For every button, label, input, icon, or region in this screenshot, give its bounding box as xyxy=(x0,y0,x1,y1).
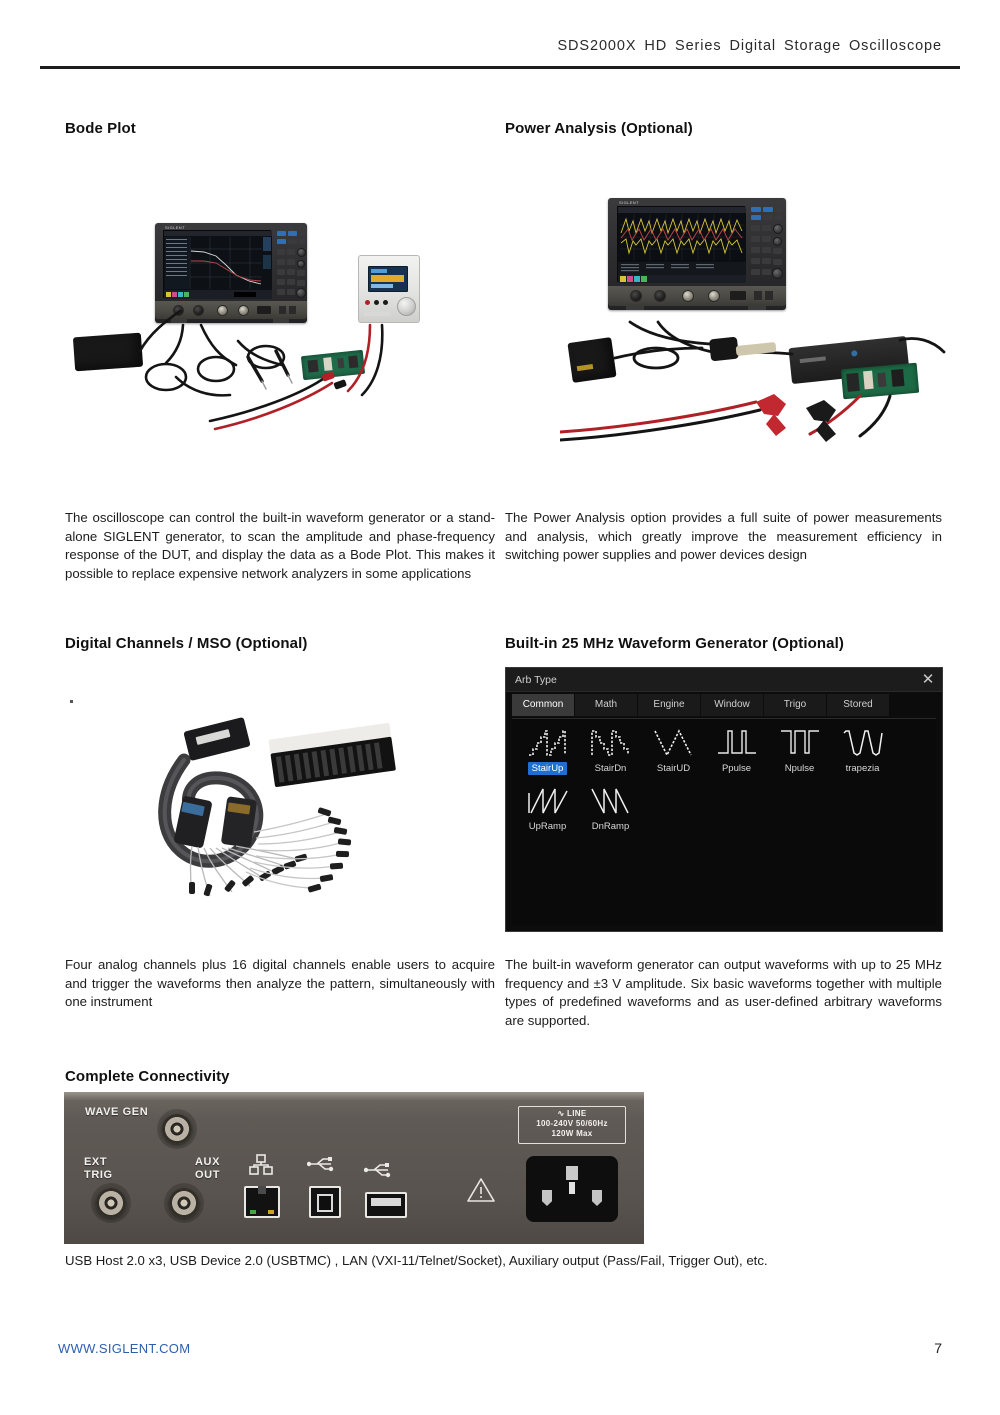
stair-up-wave-icon xyxy=(525,725,571,759)
arb-item-label: Npulse xyxy=(784,763,815,774)
arb-item-label: Ppulse xyxy=(721,763,752,774)
usb-device-port xyxy=(309,1186,341,1218)
wave-gen-bnc xyxy=(162,1114,192,1144)
warning-triangle-icon xyxy=(466,1176,496,1204)
arb-item-label: StairUp xyxy=(528,762,568,775)
positive-pulse-wave-icon xyxy=(714,725,760,759)
arb-waveform-grid xyxy=(516,725,932,841)
arb-dialog-tabs xyxy=(512,694,890,716)
stair-down-wave-icon xyxy=(588,725,634,759)
close-icon[interactable]: ✕ xyxy=(921,671,935,688)
tab-math[interactable]: Math xyxy=(575,694,638,716)
usb-device-icon xyxy=(307,1156,335,1172)
arb-dialog-titlebar xyxy=(506,668,942,692)
logic-probe-graphic xyxy=(150,700,450,900)
footer-website-link[interactable]: WWW.SIGLENT.COM xyxy=(58,1341,191,1356)
paragraph-waveform-generator: The built-in waveform generator can output waveforms with up to 25 MHz frequency and ±3 V amplitude. Six basic waveforms together with multiple types of predefined waveforms and as user-defined arbitrary waveforms are supported. xyxy=(505,957,942,1028)
header-title: SDS2000X HD Series Digital Storage Oscilloscope xyxy=(557,38,942,54)
caption-connectivity: USB Host 2.0 x3, USB Device 2.0 (USBTMC) , LAN (VXI-11/Telnet/Socket), Auxiliary output (Pass/Fail, Trigger Out), etc. xyxy=(65,1253,768,1268)
ext-trig-bnc xyxy=(96,1188,126,1218)
arb-item-dnramp[interactable] xyxy=(579,783,642,833)
arb-type-dialog xyxy=(505,667,943,932)
scope-brand-label: SIGLENT xyxy=(619,200,639,205)
line-rating-box xyxy=(518,1106,626,1144)
power-analysis-cables-graphic xyxy=(560,190,950,445)
arb-item-stairud[interactable] xyxy=(642,725,705,775)
heading-waveform-generator: Built-in 25 MHz Waveform Generator (Optional) xyxy=(505,635,844,652)
arb-item-label: trapezia xyxy=(845,763,880,774)
footer-page-number: 7 xyxy=(934,1340,942,1356)
up-ramp-wave-icon xyxy=(525,783,571,817)
lan-port xyxy=(244,1186,280,1218)
stair-up-down-wave-icon xyxy=(651,725,697,759)
line-rating-line2: 100-240V 50/60Hz xyxy=(536,1119,608,1128)
heading-digital-channels: Digital Channels / MSO (Optional) xyxy=(65,635,308,652)
power-analysis-photo xyxy=(560,190,950,445)
tab-engine[interactable]: Engine xyxy=(638,694,701,716)
usb-host-icon xyxy=(364,1162,392,1178)
ac-power-inlet xyxy=(526,1156,618,1222)
paragraph-bode-plot: The oscilloscope can control the built-in waveform generator or a stand-alone SIGLENT generator, to scan the amplitude and phase-frequency response of the DUT, and display the data as a Bode Plot. This makes it possible to replace expensive network analyzers in some applications xyxy=(65,510,495,581)
rear-panel-top-edge xyxy=(64,1092,644,1100)
label-aux-out-2: OUT xyxy=(195,1169,221,1181)
aux-out-bnc xyxy=(169,1188,199,1218)
label-ext-trig-2: TRIG xyxy=(84,1169,113,1181)
down-ramp-wave-icon xyxy=(588,783,634,817)
arb-item-label: DnRamp xyxy=(591,821,630,832)
label-aux-out-1: AUX xyxy=(195,1156,221,1168)
arb-item-ppulse[interactable] xyxy=(705,725,768,775)
usb-host-port xyxy=(365,1192,407,1218)
paragraph-power-analysis: The Power Analysis option provides a full suite of power measurements and analysis, which greatly improve the measurement efficiency in switching power supplies and power devices design xyxy=(505,510,942,563)
cable-harness-graphic xyxy=(70,205,490,445)
page-header xyxy=(0,0,1000,80)
arb-item-upramp[interactable] xyxy=(516,783,579,833)
line-rating-line3: 120W Max xyxy=(551,1129,593,1138)
negative-pulse-wave-icon xyxy=(777,725,823,759)
arb-item-npulse[interactable] xyxy=(768,725,831,775)
tab-window[interactable]: Window xyxy=(701,694,764,716)
lan-icon xyxy=(249,1154,273,1176)
arb-dialog-title: Arb Type xyxy=(515,674,557,686)
arb-item-label: StairDn xyxy=(594,763,627,774)
arb-item-stairdn[interactable] xyxy=(579,725,642,775)
heading-power-analysis: Power Analysis (Optional) xyxy=(505,120,693,137)
tab-trigo[interactable]: Trigo xyxy=(764,694,827,716)
tab-stored[interactable]: Stored xyxy=(827,694,890,716)
scope-brand-label: SIGLENT xyxy=(165,224,185,230)
line-rating-line1: ∿ LINE xyxy=(557,1109,587,1118)
arb-dialog-body xyxy=(512,718,936,925)
label-wave-gen: WAVE GEN xyxy=(85,1106,149,1118)
arb-item-label: StairUD xyxy=(656,763,691,774)
trapezia-wave-icon xyxy=(840,725,886,759)
bode-plot-photo xyxy=(70,205,490,445)
heading-complete-connectivity: Complete Connectivity xyxy=(65,1068,230,1085)
alligator-clip-red xyxy=(756,394,786,436)
arb-item-trapezia[interactable] xyxy=(831,725,894,775)
stray-mark xyxy=(70,700,73,703)
paragraph-digital-channels: Four analog channels plus 16 digital channels enable users to acquire and trigger the waveforms then analyze the pattern, simultaneously with one instrument xyxy=(65,957,495,1010)
rear-panel-photo xyxy=(64,1092,644,1244)
tab-common[interactable]: Common xyxy=(512,694,575,716)
heading-bode-plot: Bode Plot xyxy=(65,120,136,137)
arb-item-label: UpRamp xyxy=(528,821,567,832)
header-divider xyxy=(40,66,960,69)
digital-probe-photo xyxy=(150,700,450,900)
arb-item-stairup[interactable] xyxy=(516,725,579,775)
label-ext-trig-1: EXT xyxy=(84,1156,108,1168)
